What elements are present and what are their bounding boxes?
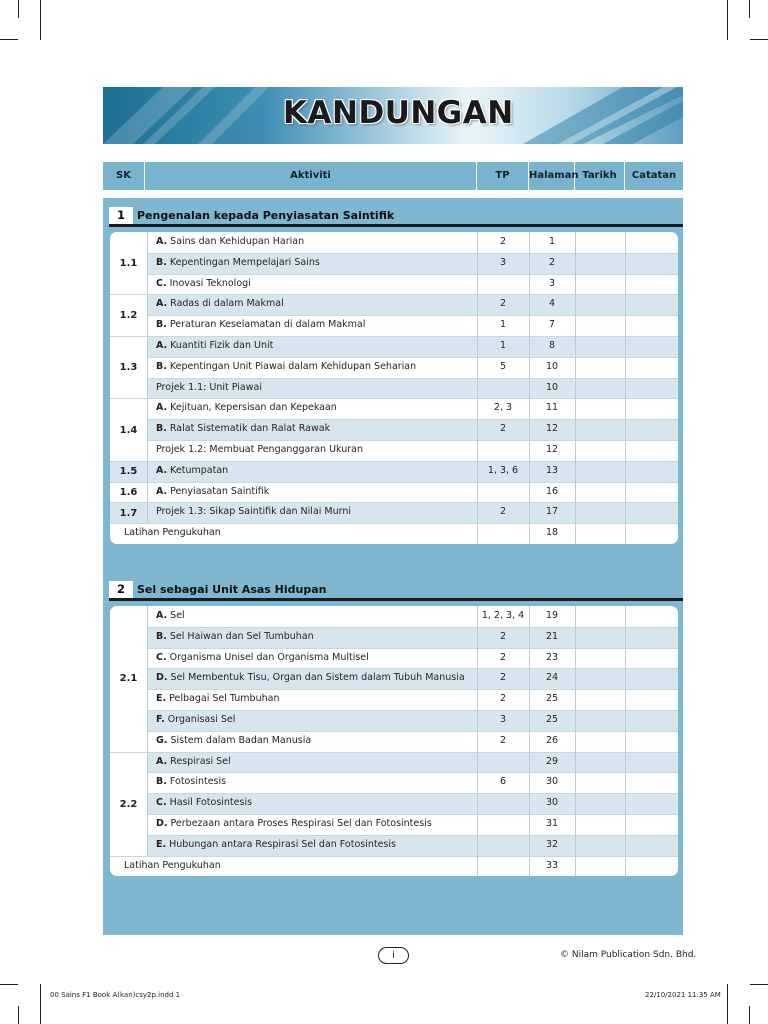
activity-text: Organisma Unisel dan Organisma Multisel	[169, 651, 369, 663]
table-row	[110, 668, 678, 689]
table-row	[110, 232, 678, 253]
row-divider	[110, 274, 678, 275]
table-row	[110, 752, 678, 773]
activity-cell	[124, 856, 221, 877]
page-cell: 2	[548, 256, 556, 268]
column-divider	[147, 606, 148, 856]
tp-cell: 2	[499, 423, 507, 435]
row-divider	[110, 253, 678, 254]
activity-cell	[156, 274, 251, 295]
tp-cell: 3	[499, 256, 507, 268]
table-header	[103, 162, 683, 190]
tp-cell: 2	[499, 630, 507, 642]
tp-cell	[477, 378, 529, 399]
row-divider	[110, 835, 678, 836]
activity-letter: B.	[156, 776, 167, 788]
page-cell: 31	[545, 818, 559, 829]
row-divider	[110, 398, 678, 399]
tp-cell: 2	[499, 672, 507, 684]
row-divider	[110, 440, 678, 441]
activity-letter: A.	[156, 298, 168, 310]
tp-cell: 6	[499, 776, 507, 788]
row-divider	[110, 731, 678, 732]
chapter-number: 2	[109, 581, 133, 598]
page-cell: 25	[545, 693, 559, 705]
header-col-aktiviti: Aktiviti	[145, 162, 477, 190]
header-col-tarikh: Tarikh	[575, 162, 625, 190]
activity-text: Projek 1.1: Unit Piawai	[156, 381, 262, 393]
activity-cell	[156, 378, 262, 399]
table-row	[110, 648, 678, 669]
page-title: KANDUNGAN	[283, 95, 514, 131]
activity-text: Penyiasatan Saintifik	[170, 485, 270, 497]
page-cell: 19	[545, 610, 559, 621]
activity-text: Pelbagai Sel Tumbuhan	[169, 693, 280, 705]
chapter-heading	[109, 581, 683, 600]
activity-letter: F.	[156, 714, 165, 725]
page-cell: 30	[545, 776, 559, 788]
table-row	[110, 856, 678, 877]
activity-text: Sel	[170, 610, 185, 621]
table-row	[110, 835, 678, 856]
activity-cell	[156, 419, 330, 440]
activity-letter: B.	[156, 423, 167, 435]
tp-cell	[477, 523, 529, 544]
activity-text: Peraturan Keselamatan di dalam Makmal	[169, 319, 366, 331]
contents-table	[110, 232, 678, 544]
tp-cell	[477, 835, 529, 856]
activity-text: Respirasi Sel	[170, 755, 231, 767]
activity-text: Radas di dalam Makmal	[170, 298, 284, 310]
activity-text: Kepentingan Unit Piawai dalam Kehidupan Seharian	[169, 360, 417, 372]
tp-cell	[477, 814, 529, 835]
activity-text: Sistem dalam Badan Manusia	[170, 734, 312, 746]
table-row	[110, 710, 678, 731]
activity-cell	[156, 253, 320, 274]
page-cell: 8	[548, 340, 556, 351]
activity-cell	[156, 731, 311, 752]
row-divider	[110, 378, 678, 379]
sk-cell: 1.1	[110, 232, 147, 294]
activity-cell	[156, 440, 363, 461]
chapter-rule	[109, 224, 683, 227]
tp-cell: 5	[499, 360, 507, 372]
activity-text: Sel Haiwan dan Sel Tumbuhan	[169, 630, 314, 642]
activity-letter: C.	[156, 651, 167, 663]
page-cell: 10	[545, 360, 559, 372]
header-col-halaman: Halaman	[529, 162, 575, 190]
sk-cell: 2.2	[110, 752, 147, 856]
activity-text: Ralat Sistematik dan Ralat Rawak	[169, 423, 331, 435]
row-divider	[110, 294, 678, 295]
chapter-number: 1	[109, 207, 133, 224]
activity-text: Latihan Pengukuhan	[124, 527, 221, 539]
row-divider	[110, 461, 678, 462]
table-row	[110, 440, 678, 461]
table-row	[110, 315, 678, 336]
activity-cell	[156, 606, 185, 627]
row-divider	[110, 689, 678, 690]
table-row	[110, 523, 678, 544]
row-divider	[110, 710, 678, 711]
sk-cell: 1.3	[110, 336, 147, 398]
table-row	[110, 253, 678, 274]
row-divider	[110, 772, 678, 773]
activity-cell	[156, 627, 314, 648]
activity-letter: B.	[156, 630, 167, 642]
activity-cell	[156, 482, 269, 503]
tp-cell	[477, 482, 529, 503]
tp-cell: 2	[499, 693, 507, 705]
page-cell: 30	[545, 797, 559, 809]
tp-cell: 1	[499, 340, 507, 351]
row-divider	[110, 336, 678, 337]
page-cell: 26	[545, 734, 559, 746]
activity-cell	[156, 835, 396, 856]
chapter-title: Sel sebagai Unit Asas Hidupan	[137, 583, 327, 596]
tp-cell: 2, 3	[493, 402, 513, 414]
sk-cell: 1.6	[110, 482, 147, 503]
column-divider	[529, 606, 530, 876]
table-row	[110, 419, 678, 440]
page-cell: 12	[545, 444, 559, 455]
activity-cell	[156, 315, 365, 336]
activity-letter: C.	[156, 797, 167, 809]
page-cell: 7	[548, 319, 556, 331]
activity-cell	[156, 294, 284, 315]
row-divider	[110, 752, 678, 753]
activity-text: Inovasi Teknologi	[169, 277, 251, 289]
activity-text: Latihan Pengukuhan	[124, 859, 221, 871]
header-col-catatan: Catatan	[631, 170, 677, 181]
activity-text: Hasil Fotosintesis	[169, 797, 253, 809]
page-number: i	[378, 947, 409, 964]
sk-cell: 1.4	[110, 398, 147, 460]
activity-letter: C.	[156, 277, 167, 289]
activity-cell	[156, 232, 304, 253]
row-divider	[110, 502, 678, 503]
sk-cell: 1.7	[110, 502, 147, 523]
page-cell: 32	[545, 838, 559, 850]
activity-letter: A.	[156, 236, 168, 247]
activity-letter: D.	[156, 818, 168, 829]
activity-letter: A.	[156, 755, 168, 767]
activity-cell	[156, 357, 416, 378]
tp-cell: 3	[499, 714, 507, 725]
row-divider	[110, 793, 678, 794]
activity-letter: B.	[156, 360, 167, 372]
page-cell: 11	[545, 402, 559, 414]
chapter-rule	[109, 598, 683, 601]
activity-text: Kejituan, Kepersisan dan Kepekaan	[170, 402, 337, 414]
column-divider	[575, 232, 576, 544]
page-cell: 21	[545, 630, 559, 642]
table-row	[110, 378, 678, 399]
chapter-heading	[109, 207, 683, 226]
tp-cell: 2	[499, 651, 507, 663]
activity-text: Kepentingan Mempelajari Sains	[169, 256, 320, 268]
row-divider	[110, 627, 678, 628]
print-slug-date: 22/10/2021 11:35 AM	[645, 991, 721, 999]
copyright-notice: © Nilam Publication Sdn. Bhd.	[560, 950, 697, 960]
table-row	[110, 731, 678, 752]
row-divider	[110, 523, 678, 524]
activity-cell	[156, 752, 231, 773]
tp-cell: 2	[499, 734, 507, 746]
table-row	[110, 336, 678, 357]
column-divider	[477, 606, 478, 876]
table-row	[110, 627, 678, 648]
activity-cell	[156, 814, 432, 835]
column-divider	[625, 606, 626, 876]
activity-letter: A.	[156, 485, 168, 497]
activity-cell	[156, 668, 465, 689]
table-row	[110, 482, 678, 503]
activity-letter: B.	[156, 319, 167, 331]
activity-cell	[156, 648, 369, 669]
sk-cell: 1.2	[110, 294, 147, 336]
activity-text: Hubungan antara Respirasi Sel dan Fotosintesis	[169, 838, 396, 850]
page-cell: 25	[545, 714, 559, 725]
print-slug-filename: 00 Sains F1 Book A(kan)csy2p.indd 1	[50, 991, 181, 999]
sk-cell: 2.1	[110, 606, 147, 752]
column-divider	[625, 232, 626, 544]
activity-text: Sains dan Kehidupan Harian	[170, 236, 305, 247]
column-divider	[147, 232, 148, 523]
tp-cell: 2	[499, 236, 507, 247]
activity-text: Perbezaan antara Proses Respirasi Sel dan Fotosintesis	[170, 818, 432, 829]
page-cell: 24	[545, 672, 559, 684]
activity-cell	[156, 710, 235, 731]
activity-letter: E.	[156, 838, 167, 850]
page-cell: 3	[548, 277, 556, 289]
activity-letter: B.	[156, 256, 167, 268]
tp-cell: 1	[499, 319, 507, 331]
page-cell: 29	[545, 755, 559, 767]
tp-cell	[477, 440, 529, 461]
tp-cell	[477, 856, 529, 877]
activity-cell	[156, 772, 226, 793]
column-divider	[575, 606, 576, 876]
table-row	[110, 793, 678, 814]
activity-letter: G.	[156, 734, 168, 746]
page-cell: 13	[545, 464, 559, 476]
table-row	[110, 398, 678, 419]
activity-text: Ketumpatan	[170, 464, 229, 476]
row-divider	[110, 856, 678, 857]
table-row	[110, 772, 678, 793]
title-banner	[103, 87, 683, 144]
activity-text: Organisasi Sel	[167, 714, 236, 725]
row-divider	[110, 419, 678, 420]
contents-table	[110, 606, 678, 876]
row-divider	[110, 814, 678, 815]
header-col-tp: TP	[477, 162, 529, 190]
page-cell: 17	[545, 506, 559, 518]
row-divider	[110, 482, 678, 483]
column-divider	[477, 232, 478, 544]
activity-text: Kuantiti Fizik dan Unit	[170, 340, 274, 351]
page-cell: 23	[545, 651, 559, 663]
activity-cell	[124, 523, 221, 544]
column-divider	[529, 232, 530, 544]
activity-cell	[156, 793, 252, 814]
activity-letter: A.	[156, 610, 168, 621]
table-row	[110, 606, 678, 627]
activity-text: Projek 1.3: Sikap Saintifik dan Nilai Murni	[156, 506, 352, 518]
page-cell: 12	[545, 423, 559, 435]
activity-text: Sel Membentuk Tisu, Organ dan Sistem dalam Tubuh Manusia	[170, 672, 465, 684]
table-row	[110, 502, 678, 523]
page-cell: 16	[545, 485, 559, 497]
table-row	[110, 294, 678, 315]
tp-cell: 1, 2, 3, 4	[481, 610, 525, 621]
tp-cell	[477, 793, 529, 814]
activity-cell	[156, 502, 351, 523]
page-cell: 18	[545, 527, 559, 539]
row-divider	[110, 357, 678, 358]
table-row	[110, 357, 678, 378]
activity-cell	[156, 461, 228, 482]
table-row	[110, 814, 678, 835]
sk-cell: 1.5	[110, 461, 147, 482]
table-row	[110, 689, 678, 710]
tp-cell: 2	[499, 298, 507, 310]
activity-cell	[156, 398, 337, 419]
header-col-sk: SK	[103, 162, 145, 190]
activity-cell	[156, 336, 273, 357]
row-divider	[110, 648, 678, 649]
table-row	[110, 461, 678, 482]
tp-cell	[477, 274, 529, 295]
activity-letter: D.	[156, 672, 168, 684]
tp-cell: 1, 3, 6	[487, 464, 519, 476]
activity-letter: E.	[156, 693, 167, 705]
activity-cell	[156, 689, 279, 710]
tp-cell: 2	[499, 506, 507, 518]
activity-letter: A.	[156, 402, 168, 414]
page-cell: 1	[548, 236, 556, 247]
page-cell: 33	[545, 859, 559, 871]
tp-cell	[477, 752, 529, 773]
page-cell: 10	[545, 381, 559, 393]
chapter-title: Pengenalan kepada Penyiasatan Saintifik	[137, 209, 395, 222]
page-cell: 4	[548, 298, 556, 310]
table-row	[110, 274, 678, 295]
activity-text: Fotosintesis	[169, 776, 227, 788]
row-divider	[110, 315, 678, 316]
activity-letter: A.	[156, 340, 168, 351]
row-divider	[110, 668, 678, 669]
activity-text: Projek 1.2: Membuat Penganggaran Ukuran	[156, 444, 364, 455]
activity-letter: A.	[156, 464, 168, 476]
